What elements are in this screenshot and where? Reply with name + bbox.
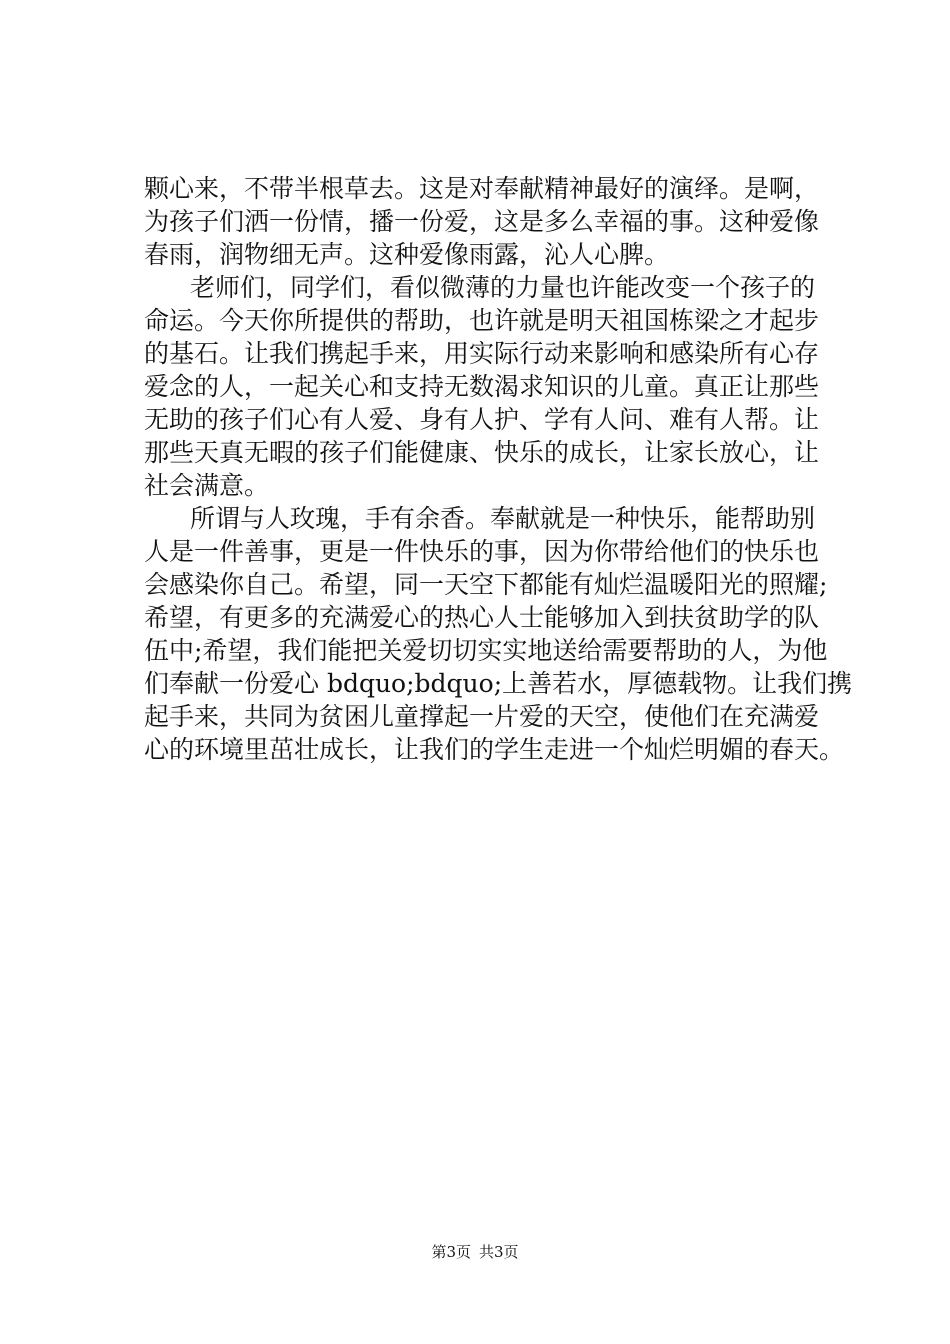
text-line: 伍中;希望，我们能把关爱切切实实地送给需要帮助的人，为他 (144, 636, 828, 665)
text-line: 人是一件善事，更是一件快乐的事，因为你带给他们的快乐也 (144, 537, 820, 566)
page-number: 第3页 (431, 1243, 471, 1261)
text-line: 无助的孩子们心有人爱、身有人护、学有人问、难有人帮。让 (144, 405, 820, 434)
page-footer (0, 1242, 950, 1262)
text-line: 爱念的人，一起关心和支持无数渴求知识的儿童。真正让那些 (144, 372, 820, 401)
text-line: 社会满意。 (144, 471, 270, 500)
document-body (144, 172, 853, 766)
text-line: 老师们，同学们，看似微薄的力量也许能改变一个孩子的 (190, 273, 816, 302)
paragraph-1 (144, 172, 820, 271)
paragraph-3 (144, 502, 853, 766)
text-line: 春雨，润物细无声。这种爱像雨露，沁人心脾。 (144, 240, 670, 269)
paragraph-2 (144, 271, 820, 502)
text-line: 所谓与人玫瑰，手有余香。奉献就是一种快乐，能帮助别 (190, 504, 816, 533)
text-line: 心的环境里茁壮成长，让我们的学生走进一个灿烂明媚的春天。 (144, 735, 845, 764)
page-total: 共3页 (479, 1243, 519, 1261)
text-line: 颗心来，不带半根草去。这是对奉献精神最好的演绎。是啊， (144, 174, 820, 203)
text-line: 们奉献一份爱心 bdquo;bdquo;上善若水，厚德载物。让我们携 (144, 669, 853, 698)
text-line: 会感染你自己。希望，同一天空下都能有灿烂温暖阳光的照耀; (144, 570, 828, 599)
text-line: 那些天真无暇的孩子们能健康、快乐的成长，让家长放心，让 (144, 438, 820, 467)
text-line: 起手来，共同为贫困儿童撑起一片爱的天空，使他们在充满爱 (144, 702, 820, 731)
text-line: 命运。今天你所提供的帮助，也许就是明天祖国栋梁之才起步 (144, 306, 820, 335)
text-line: 为孩子们洒一份情，播一份爱，这是多么幸福的事。这种爱像 (144, 207, 820, 236)
text-line: 希望，有更多的充满爱心的热心人士能够加入到扶贫助学的队 (144, 603, 820, 632)
text-line: 的基石。让我们携起手来，用实际行动来影响和感染所有心存 (144, 339, 820, 368)
